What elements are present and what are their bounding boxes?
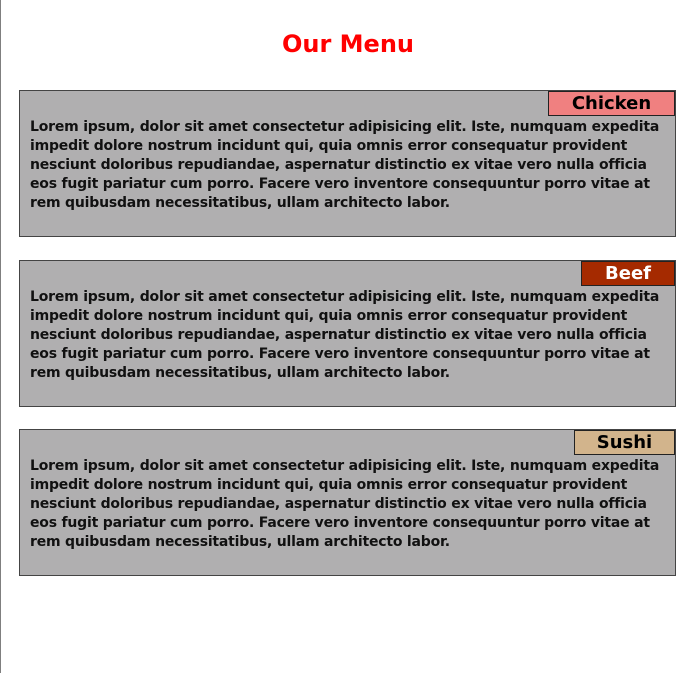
page-title: Our Menu xyxy=(281,30,414,58)
menu-tag-sushi: Sushi xyxy=(574,430,675,455)
menu-card-beef xyxy=(19,260,676,407)
menu-card-chicken xyxy=(19,90,676,237)
menu-description-beef: Lorem ipsum, dolor sit amet consectetur adipisicing elit. Iste, numquam expedita impedit dolore nostrum incidunt qui, quia omnis error consequatur provident nesciunt doloribus repudiandae, aspernatur distinctio ex vitae vero nulla officia eos fugit pariatur cum porro. Facere vero inventore consequuntur porro vitae at rem quibusdam necessitatibus, ullam architecto labor. xyxy=(30,289,660,381)
menu-card-sushi xyxy=(19,429,676,576)
menu-description-chicken: Lorem ipsum, dolor sit amet consectetur adipisicing elit. Iste, numquam expedita impedit dolore nostrum incidunt qui, quia omnis error consequatur provident nesciunt doloribus repudiandae, aspernatur distinctio ex vitae vero nulla officia eos fugit pariatur cum porro. Facere vero inventore consequuntur porro vitae at rem quibusdam necessitatibus, ullam architecto labor. xyxy=(30,119,660,211)
menu-description-sushi: Lorem ipsum, dolor sit amet consectetur adipisicing elit. Iste, numquam expedita impedit dolore nostrum incidunt qui, quia omnis error consequatur provident nesciunt doloribus repudiandae, aspernatur distinctio ex vitae vero nulla officia eos fugit pariatur cum porro. Facere vero inventore consequuntur porro vitae at rem quibusdam necessitatibus, ullam architecto labor. xyxy=(30,458,660,550)
menu-tag-beef: Beef xyxy=(581,261,675,286)
page-left-border xyxy=(0,0,1,673)
menu-tag-chicken: Chicken xyxy=(548,91,675,116)
